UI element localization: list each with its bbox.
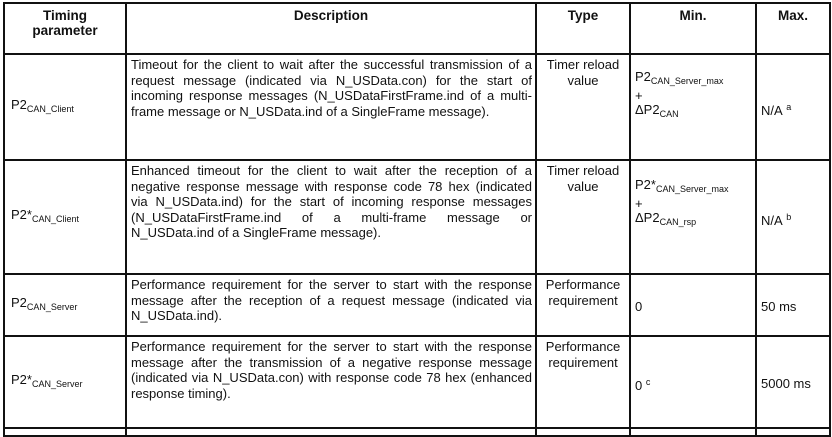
type-cell: Timer reload value — [536, 160, 630, 274]
param-cell — [4, 160, 126, 274]
description-cell: Enhanced timeout for the client to wait after the reception of a negative response message with response code 78 hex (indicated via N_USData.ind) for the start of incoming response messages (N_USDataFirstFrame.ind of a multi-frame message or N_USData.ind of a SingleFrame message). — [126, 160, 536, 274]
min-plus: + — [635, 87, 643, 103]
max-cell: 50 ms — [756, 274, 830, 336]
table-row — [4, 54, 830, 160]
param-base: P2 — [11, 294, 27, 310]
min-term-a: $P2*_{CAN\_Server\_max}$ — [635, 177, 729, 194]
header-max: Max. — [756, 3, 830, 54]
min-term-b: $\Delta P2_{CAN}$ — [635, 101, 679, 119]
type-cell: Performance requirement — [536, 336, 630, 428]
param-subscript: CAN_Client — [26, 103, 74, 114]
footnote-marker: c — [645, 376, 651, 387]
table-row — [4, 274, 830, 336]
param-cell — [4, 336, 126, 428]
type-cell: Performance requirement — [536, 274, 630, 336]
timing-parameter-table — [3, 2, 831, 437]
max-cell: 5000 ms — [756, 336, 830, 428]
min-plus: + — [635, 195, 643, 211]
max-cell: N/A $^a$ — [756, 54, 830, 160]
table-row-partial — [4, 428, 830, 436]
param-cell — [4, 274, 126, 336]
empty-cell — [536, 428, 630, 436]
param-base: P2* — [11, 371, 32, 387]
header-type: Type — [536, 3, 630, 54]
header-min: Min. — [630, 3, 756, 54]
header-description: Description — [126, 3, 536, 54]
empty-cell — [126, 428, 536, 436]
param-base: P2* — [11, 206, 32, 222]
min-cell: 0 $^c$ — [630, 336, 756, 428]
description-cell: Performance requirement for the server to start with the response message after the transmission of a negative response message (indicated via N_USData.con) with response code 78 hex (enhanced response timing). — [126, 336, 536, 428]
table-header-row — [4, 3, 830, 54]
empty-cell — [4, 428, 126, 436]
param-subscript: CAN_Server — [31, 378, 83, 389]
footnote-marker: a — [786, 101, 792, 112]
min-term-a: $P2_{CAN\_Server\_max}$ — [635, 69, 724, 86]
table-row — [4, 160, 830, 274]
description-cell: Timeout for the client to wait after the successful transmission of a request message (indicated via N_USData.con) for the start of incoming response messages (N_USDataFirstFrame.ind of a multi-frame message or N_USData.ind of a SingleFrame message). — [126, 54, 536, 160]
header-timing-parameter: Timing parameter — [4, 3, 126, 54]
footnote-marker: b — [786, 211, 792, 222]
param-cell — [4, 54, 126, 160]
table-row — [4, 336, 830, 428]
type-cell: Timer reload value — [536, 54, 630, 160]
param-base: P2 — [11, 96, 27, 112]
param-subscript: CAN_Server — [26, 301, 78, 312]
min-term-b: $\Delta P2_{CAN\_rsp}$ — [635, 209, 697, 227]
param-subscript: CAN_Client — [31, 213, 79, 224]
empty-cell — [630, 428, 756, 436]
max-cell: N/A $^b$ — [756, 160, 830, 274]
empty-cell — [756, 428, 830, 436]
min-cell — [630, 54, 756, 160]
min-cell: 0 — [630, 274, 756, 336]
description-cell: Performance requirement for the server to start with the response message after the reception of a request message (indicated via N_USData.ind). — [126, 274, 536, 336]
min-cell — [630, 160, 756, 274]
